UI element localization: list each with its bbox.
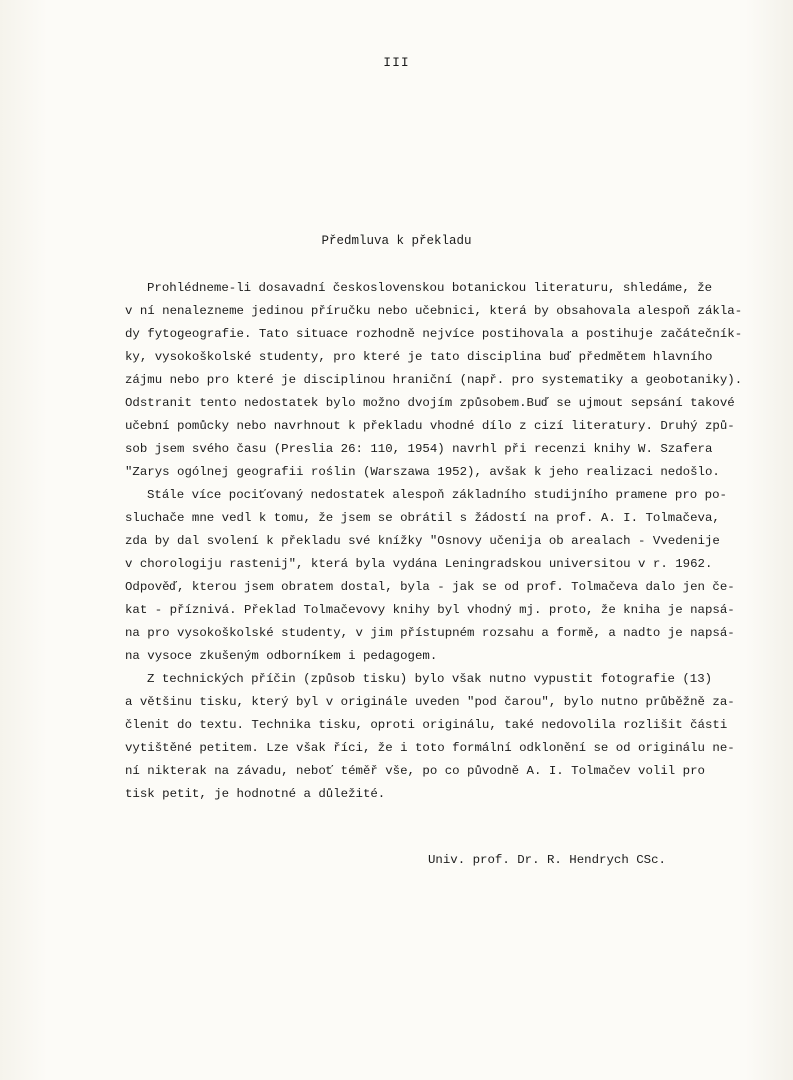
text-line: zda by dal svolení k překladu své knížky "Osnovy učenija ob arealach - Vvedenije	[125, 534, 720, 548]
signature: Univ. prof. Dr. R. Hendrych CSc.	[428, 853, 666, 867]
page-heading: Předmluva k překladu	[321, 234, 472, 248]
text-line: ky, vysokoškolské studenty, pro které je tato disciplina buď předmětem hlavního	[125, 350, 713, 364]
text-line: kat - příznivá. Překlad Tolmačevovy knihy byl vhodný mj. proto, že kniha je napsá-	[125, 603, 735, 617]
text-line: dy fytogeografie. Tato situace rozhodně nejvíce postihovala a postihuje začátečník-	[125, 327, 743, 341]
text-line: tisk petit, je hodnotné a důležité.	[125, 787, 386, 801]
text-line: vytištěné petitem. Lze však říci, že i toto formální odklonění se od originálu ne-	[125, 741, 735, 755]
text-line: Stále více pociťovaný nedostatek alespoň základního studijního pramene pro po-	[147, 488, 727, 502]
text-line: učební pomůcky nebo navrhnout k překladu vhodné dílo z cizí literatury. Druhý způ-	[125, 419, 735, 433]
text-line: v chorologiju rastenij", která byla vydána Leningradskou universitou v r. 1962.	[125, 557, 713, 571]
text-line: sob jsem svého času (Preslia 26: 110, 1954) navrhl při recenzi knihy W. Szafera	[125, 442, 713, 456]
text-line: na pro vysokoškolské studenty, v jim přístupném rozsahu a formě, a nadto je napsá-	[125, 626, 735, 640]
text-line: v ní nenalezneme jedinou příručku nebo učebnici, která by obsahovala alespoň zákla-	[125, 304, 743, 318]
text-line: zájmu nebo pro které je disciplinou hraniční (např. pro systematiky a geobotaniky).	[125, 373, 743, 387]
text-line: a většinu tisku, který byl v originále uveden "pod čarou", bylo nutno průběžně za-	[125, 695, 735, 709]
text-line: "Zarys ogólnej geografii roślin (Warszawa 1952), avšak k jeho realizaci nedošlo.	[125, 465, 720, 479]
text-line: členit do textu. Technika tisku, oproti originálu, také nedovolila rozlišit části	[125, 718, 728, 732]
text-line: Odpověď, kterou jsem obratem dostal, byla - jak se od prof. Tolmačeva dalo jen če-	[125, 580, 735, 594]
text-line: sluchače mne vedl k tomu, že jsem se obrátil s žádostí na prof. A. I. Tolmačeva,	[125, 511, 720, 525]
text-line: na vysoce zkušeným odborníkem i pedagogem.	[125, 649, 438, 663]
text-line: Prohlédneme-li dosavadní československou botanickou literaturu, shledáme, že	[147, 281, 713, 295]
text-line: Odstranit tento nedostatek bylo možno dvojím způsobem.Buď se ujmout sepsání takové	[125, 396, 735, 410]
page-number: III	[383, 55, 410, 70]
text-line: Z technických příčin (způsob tisku) bylo však nutno vypustit fotografie (13)	[147, 672, 713, 686]
text-line: ní nikterak na závadu, neboť téměř vše, po co původně A. I. Tolmačev volil pro	[125, 764, 705, 778]
body-text	[125, 277, 743, 806]
